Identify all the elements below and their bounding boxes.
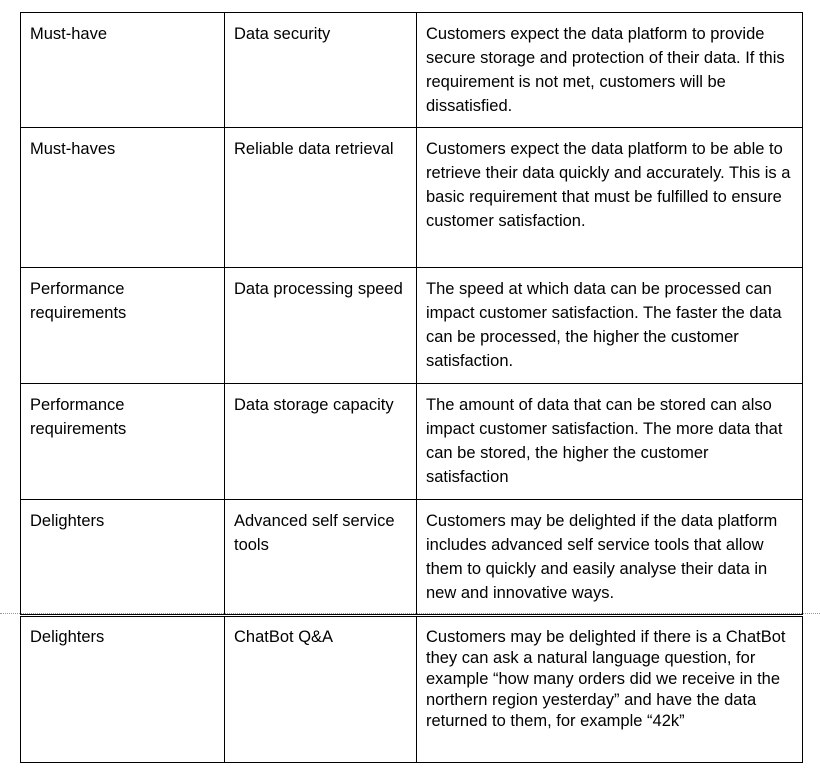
- category-cell: Delighters: [21, 500, 225, 616]
- table-row: [21, 13, 803, 128]
- requirement-cell: Data processing speed: [225, 268, 417, 384]
- description-cell: Customers may be delighted if the data platform includes advanced self service tools that allow them to quickly and easily analyse their data in new and innovative ways.: [417, 500, 803, 616]
- requirement-cell: Data storage capacity: [225, 384, 417, 500]
- table-row: [21, 616, 803, 763]
- category-cell: Delighters: [21, 616, 225, 763]
- table-row: [21, 384, 803, 500]
- table-row: [21, 128, 803, 268]
- category-cell: Must-have: [21, 13, 225, 128]
- requirement-cell: Reliable data retrieval: [225, 128, 417, 268]
- description-cell: Customers expect the data platform to provide secure storage and protection of their data. If this requirement is not met, customers will be dissatisfied.: [417, 13, 803, 128]
- table-row: [21, 268, 803, 384]
- category-cell: Performance requirements: [21, 384, 225, 500]
- category-cell: Performance requirements: [21, 268, 225, 384]
- description-cell: The speed at which data can be processed can impact customer satisfaction. The faster the data can be processed, the higher the customer satisfaction.: [417, 268, 803, 384]
- requirement-cell: ChatBot Q&A: [225, 616, 417, 763]
- table-row: [21, 500, 803, 616]
- requirement-cell: Advanced self service tools: [225, 500, 417, 616]
- description-cell: Customers expect the data platform to be able to retrieve their data quickly and accurately. This is a basic requirement that must be fulfilled to ensure customer satisfaction.: [417, 128, 803, 268]
- description-cell: The amount of data that can be stored can also impact customer satisfaction. The more data that can be stored, the higher the customer satisfaction: [417, 384, 803, 500]
- category-cell: Must-haves: [21, 128, 225, 268]
- description-cell: Customers may be delighted if there is a ChatBot they can ask a natural language question, for example “how many orders did we receive in the northern region yesterday” and have the data returned to them, for example “42k”: [417, 616, 803, 763]
- requirements-table: [20, 12, 803, 763]
- requirement-cell: Data security: [225, 13, 417, 128]
